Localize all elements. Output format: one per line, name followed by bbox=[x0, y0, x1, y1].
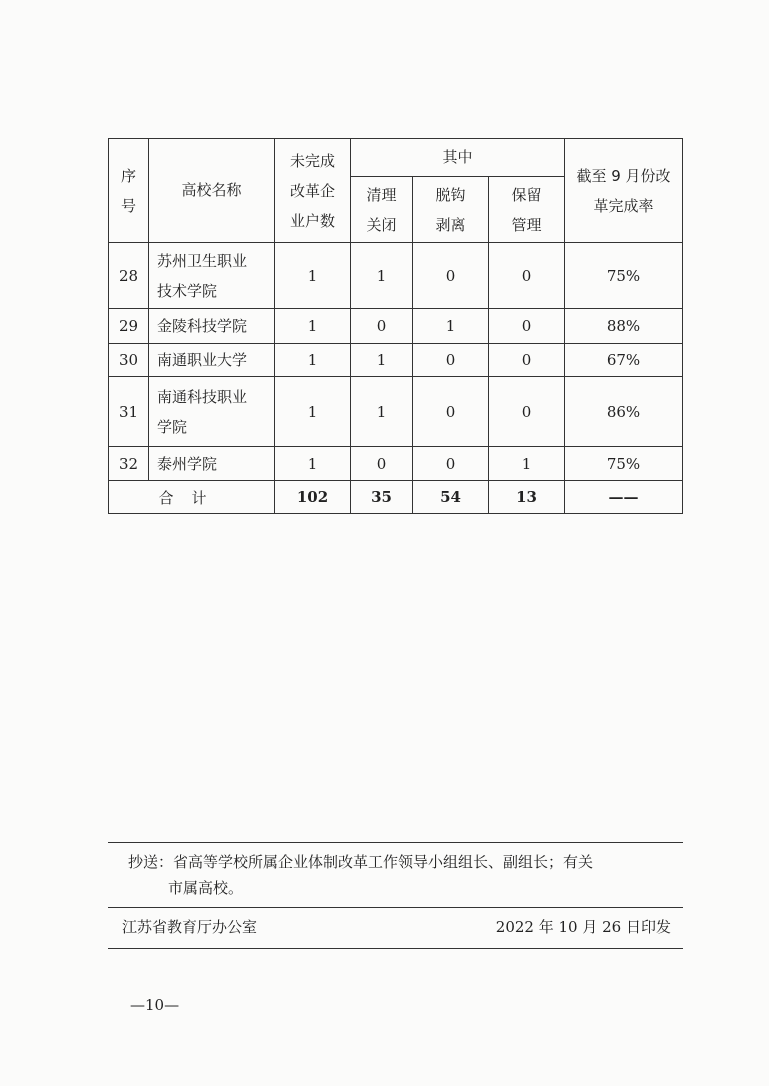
cell-retain: 1 bbox=[489, 447, 565, 481]
total-label: 合计 bbox=[109, 481, 275, 514]
cell-rate: 75% bbox=[565, 447, 683, 481]
cell-unfinished: 1 bbox=[275, 243, 351, 309]
header-retain: 保留管理 bbox=[489, 177, 565, 243]
cell-close: 0 bbox=[351, 447, 413, 481]
header-detach: 脱钩剥离 bbox=[413, 177, 489, 243]
issuer-row bbox=[108, 907, 683, 948]
total-rate: —— bbox=[565, 481, 683, 514]
header-school: 高校名称 bbox=[149, 139, 275, 243]
total-row bbox=[109, 481, 683, 514]
cc-list bbox=[108, 843, 683, 907]
cell-seq: 32 bbox=[109, 447, 149, 481]
cell-detach: 0 bbox=[413, 344, 489, 377]
cell-detach: 0 bbox=[413, 377, 489, 447]
cell-unfinished: 1 bbox=[275, 344, 351, 377]
cell-unfinished: 1 bbox=[275, 447, 351, 481]
cell-detach: 0 bbox=[413, 447, 489, 481]
cell-unfinished: 1 bbox=[275, 377, 351, 447]
header-seq: 序号 bbox=[109, 139, 149, 243]
distribution-block bbox=[108, 842, 683, 949]
cell-detach: 1 bbox=[413, 309, 489, 344]
header-rate: 截至 9 月份改革完成率 bbox=[565, 139, 683, 243]
cell-retain: 0 bbox=[489, 377, 565, 447]
page-number: —10— bbox=[130, 996, 180, 1014]
header-unfinished: 未完成改革企业户数 bbox=[275, 139, 351, 243]
cell-close: 1 bbox=[351, 344, 413, 377]
cell-seq: 28 bbox=[109, 243, 149, 309]
cell-close: 1 bbox=[351, 377, 413, 447]
cc-line-1: 抄送：省高等学校所属企业体制改革工作领导小组组长、副组长；有关 bbox=[128, 853, 594, 871]
cell-rate: 75% bbox=[565, 243, 683, 309]
cell-detach: 0 bbox=[413, 243, 489, 309]
cell-seq: 30 bbox=[109, 344, 149, 377]
header-among: 其中 bbox=[351, 139, 565, 177]
table-row bbox=[109, 344, 683, 377]
reform-progress-table bbox=[108, 138, 683, 514]
cell-school: 南通职业大学 bbox=[149, 344, 275, 377]
cell-school: 泰州学院 bbox=[149, 447, 275, 481]
header-close: 清理关闭 bbox=[351, 177, 413, 243]
cell-rate: 88% bbox=[565, 309, 683, 344]
cell-rate: 67% bbox=[565, 344, 683, 377]
cell-unfinished: 1 bbox=[275, 309, 351, 344]
table-row bbox=[109, 447, 683, 481]
cell-retain: 0 bbox=[489, 309, 565, 344]
table-row bbox=[109, 243, 683, 309]
cell-school: 金陵科技学院 bbox=[149, 309, 275, 344]
cell-seq: 29 bbox=[109, 309, 149, 344]
cell-school: 苏州卫生职业技术学院 bbox=[149, 243, 275, 309]
issuing-office: 江苏省教育厅办公室 bbox=[122, 918, 258, 936]
cell-close: 0 bbox=[351, 309, 413, 344]
total-detach: 54 bbox=[413, 481, 489, 514]
cell-retain: 0 bbox=[489, 344, 565, 377]
table-row bbox=[109, 377, 683, 447]
cell-rate: 86% bbox=[565, 377, 683, 447]
table-row bbox=[109, 309, 683, 344]
cell-seq: 31 bbox=[109, 377, 149, 447]
cell-retain: 0 bbox=[489, 243, 565, 309]
total-unfinished: 102 bbox=[275, 481, 351, 514]
cc-line-2: 市属高校。 bbox=[168, 879, 244, 897]
total-close: 35 bbox=[351, 481, 413, 514]
cell-school: 南通科技职业学院 bbox=[149, 377, 275, 447]
cell-close: 1 bbox=[351, 243, 413, 309]
total-retain: 13 bbox=[489, 481, 565, 514]
issue-date: 2022 年 10 月 26 日印发 bbox=[495, 918, 671, 936]
